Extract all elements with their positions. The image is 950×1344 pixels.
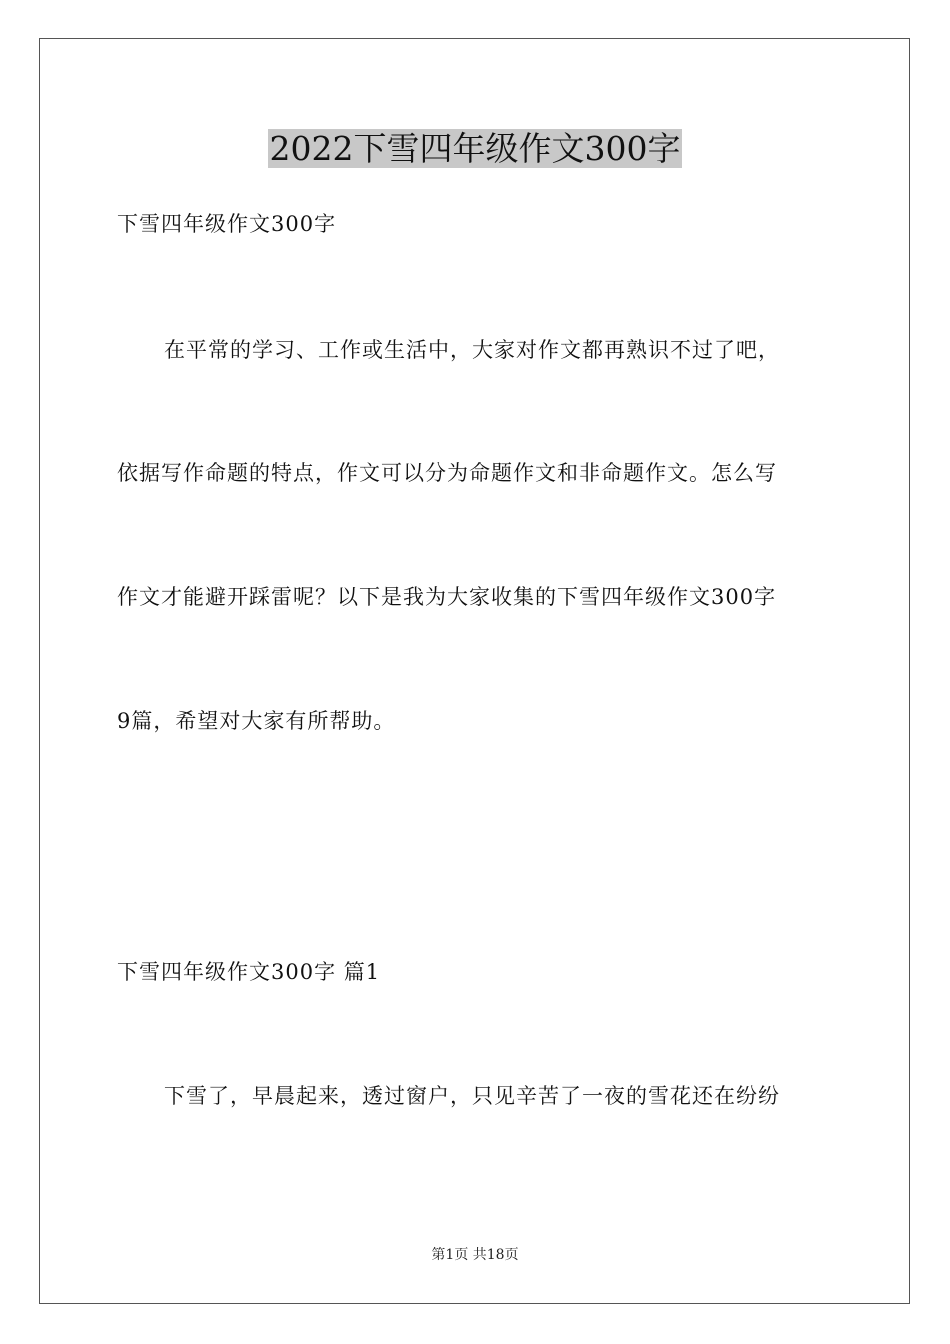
document-title-text: 2022下雪四年级作文300字 (269, 129, 681, 168)
intro-line-4: 9篇，希望对大家有所帮助。 (117, 709, 396, 733)
intro-line-3: 作文才能避开踩雷呢？以下是我为大家收集的下雪四年级作文300字 (117, 585, 777, 609)
page-footer: 第1页 共18页 (431, 1247, 519, 1263)
document-title (0, 127, 950, 171)
intro-line-2: 依据写作命题的特点，作文可以分为命题作文和非命题作文。怎么写 (117, 461, 777, 485)
document-subtitle: 下雪四年级作文300字 (117, 212, 337, 236)
section-line-1: 下雪了，早晨起来，透过窗户，只见辛苦了一夜的雪花还在纷纷 (164, 1084, 780, 1108)
section-heading: 下雪四年级作文300字 篇1 (117, 960, 381, 984)
intro-line-1: 在平常的学习、工作或生活中，大家对作文都再熟识不过了吧， (164, 338, 780, 362)
